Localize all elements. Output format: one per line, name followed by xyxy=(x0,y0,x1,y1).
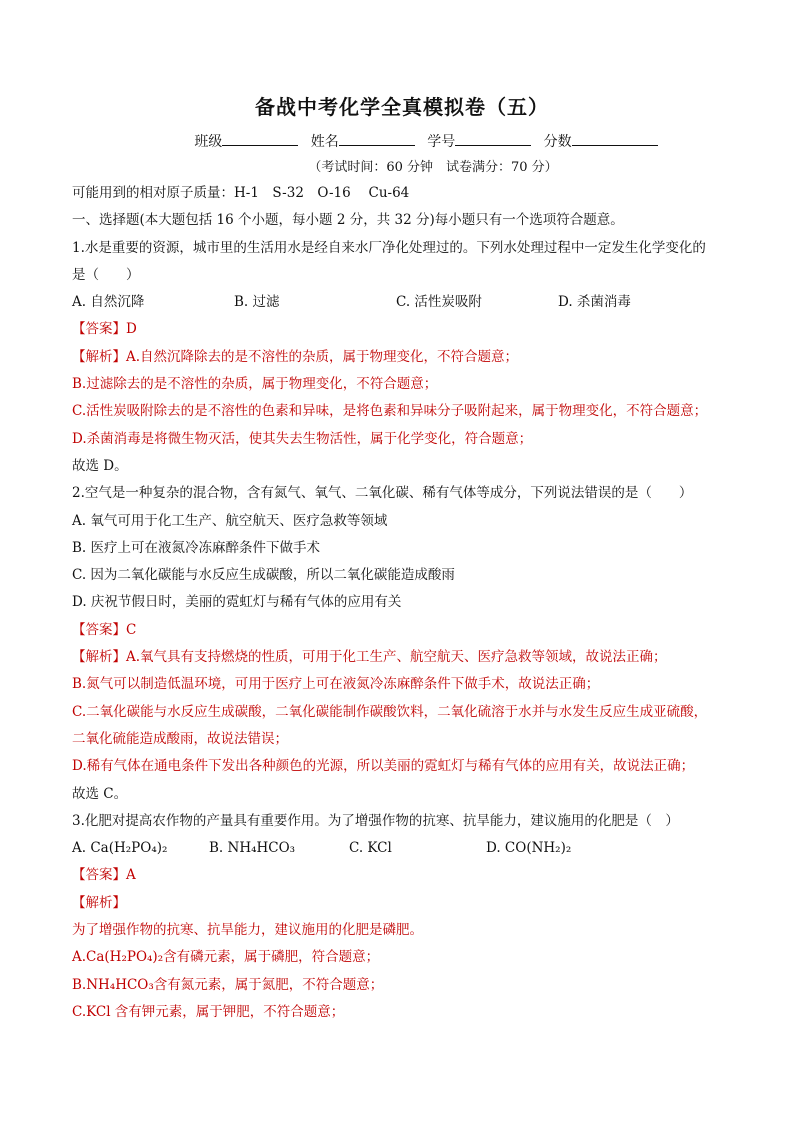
student-info-row xyxy=(72,130,732,154)
q2-stem: 2.空气是一种复杂的混合物，含有氮气、氧气、二氧化碳、稀有气体等成分，下列说法错误的是（ ） xyxy=(72,485,693,502)
q2-analysis-2: C.二氧化碳能与水反应生成碳酸，二氧化碳能制作碳酸饮料，二氧化硫溶于水并与水发生反应生成亚硫酸， xyxy=(72,703,708,720)
q1-stem-a: 1.水是重要的资源，城市里的生活用水是经自来水厂净化处理过的。下列水处理过程中一定发生化学变化的 xyxy=(72,239,706,256)
q2-conclusion: 故选 C。 xyxy=(72,785,128,802)
q2-answer: 【答案】C xyxy=(72,621,137,638)
name-blank[interactable] xyxy=(339,130,415,146)
score-blank[interactable] xyxy=(572,130,658,146)
q3-analysis-intro: 为了增强作物的抗寒、抗旱能力，建议施用的化肥是磷肥。 xyxy=(72,922,423,939)
name-label: 姓名 xyxy=(310,134,339,150)
q3-option-d[interactable]: D. CO(NH₂)₂ xyxy=(486,840,572,857)
q2-option-c[interactable]: C. 因为二氧化碳能与水反应生成碳酸，所以二氧化碳能造成酸雨 xyxy=(72,567,455,584)
q2-option-b[interactable]: B. 医疗上可在液氮冷冻麻醉条件下做手术 xyxy=(72,539,321,556)
exam-info: （考试时间：60 分钟 试卷满分：70 分） xyxy=(308,160,558,175)
q3-option-c[interactable]: C. KCl xyxy=(349,840,392,857)
q3-option-b[interactable]: B. NH₄HCO₃ xyxy=(209,840,296,857)
q1-analysis-1: B.过滤除去的是不溶性的杂质，属于物理变化，不符合题意； xyxy=(72,376,438,393)
q1-analysis-0: 【解析】A.自然沉降除去的是不溶性的杂质，属于物理变化，不符合题意； xyxy=(72,348,519,365)
q1-option-d[interactable]: D. 杀菌消毒 xyxy=(558,294,631,311)
q1-answer: 【答案】D xyxy=(72,321,137,338)
class-label: 班级 xyxy=(194,134,223,150)
q2-option-d[interactable]: D. 庆祝节假日时，美丽的霓虹灯与稀有气体的应用有关 xyxy=(72,594,402,611)
q3-analysis-1: B.NH₄HCO₃含有氮元素，属于氮肥，不符合题意； xyxy=(72,976,384,993)
class-blank[interactable] xyxy=(222,130,298,146)
q2-analysis-3: 二氧化硫能造成酸雨，故说法错误； xyxy=(72,730,288,747)
q2-option-a[interactable]: A. 氧气可用于化工生产、航空航天、医疗急救等领域 xyxy=(72,512,388,529)
q1-option-c[interactable]: C. 活性炭吸附 xyxy=(396,294,482,311)
number-blank[interactable] xyxy=(455,130,531,146)
q1-stem-b: 是（ ） xyxy=(72,266,140,283)
atomic-mass: 可能用到的相对原子质量：H-1 S-32 O-16 Cu-64 xyxy=(72,185,410,201)
q2-analysis-1: B.氮气可以制造低温环境，可用于医疗上可在液氮冷冻麻醉条件下做手术，故说法正确； xyxy=(72,676,600,693)
q2-analysis-4: D.稀有气体在通电条件下发出各种颜色的光源，所以美丽的霓虹灯与稀有气体的应用有关，故说法正确； xyxy=(72,758,695,775)
q3-option-a[interactable]: A. Ca(H₂PO₄)₂ xyxy=(72,840,168,857)
q1-option-a[interactable]: A. 自然沉降 xyxy=(72,294,145,311)
q2-answer-value: C xyxy=(126,621,137,638)
q3-stem: 3.化肥对提高农作物的产量具有重要作用。为了增强作物的抗寒、抗旱能力，建议施用的化肥是（ ） xyxy=(72,812,679,829)
q1-analysis-3: D.杀菌消毒是将微生物灭活，使其失去生物活性，属于化学变化，符合题意； xyxy=(72,430,533,447)
number-label: 学号 xyxy=(427,134,456,150)
score-label: 分数 xyxy=(543,134,572,150)
section-heading: 一、选择题(本大题包括 16 个小题，每小题 2 分，共 32 分)每小题只有一个选项符合题意。 xyxy=(72,212,624,229)
q3-analysis-label: 【解析】 xyxy=(72,894,126,911)
q3-answer-value: A xyxy=(126,867,136,884)
q1-option-b[interactable]: B. 过滤 xyxy=(234,294,280,311)
q1-analysis-2: C.活性炭吸附除去的是不溶性的色素和异味，是将色素和异味分子吸附起来，属于物理变化，不符合题意； xyxy=(72,403,708,420)
q1-options xyxy=(72,289,732,316)
exam-page xyxy=(72,92,732,1026)
q1-conclusion: 故选 D。 xyxy=(72,457,128,474)
q3-analysis-2: C.KCl 含有钾元素，属于钾肥，不符合题意； xyxy=(72,1003,345,1020)
q3-analysis-0: A.Ca(H₂PO₄)₂含有磷元素，属于磷肥，符合题意； xyxy=(72,949,380,966)
q3-answer: 【答案】A xyxy=(72,867,136,884)
q3-options xyxy=(72,835,732,862)
q2-analysis-0: 【解析】A.氧气具有支持燃烧的性质，可用于化工生产、航空航天、医疗急救等领域，故说法正确； xyxy=(72,649,667,666)
page-title: 备战中考化学全真模拟卷（五） xyxy=(255,95,549,119)
q1-answer-value: D xyxy=(126,321,137,338)
